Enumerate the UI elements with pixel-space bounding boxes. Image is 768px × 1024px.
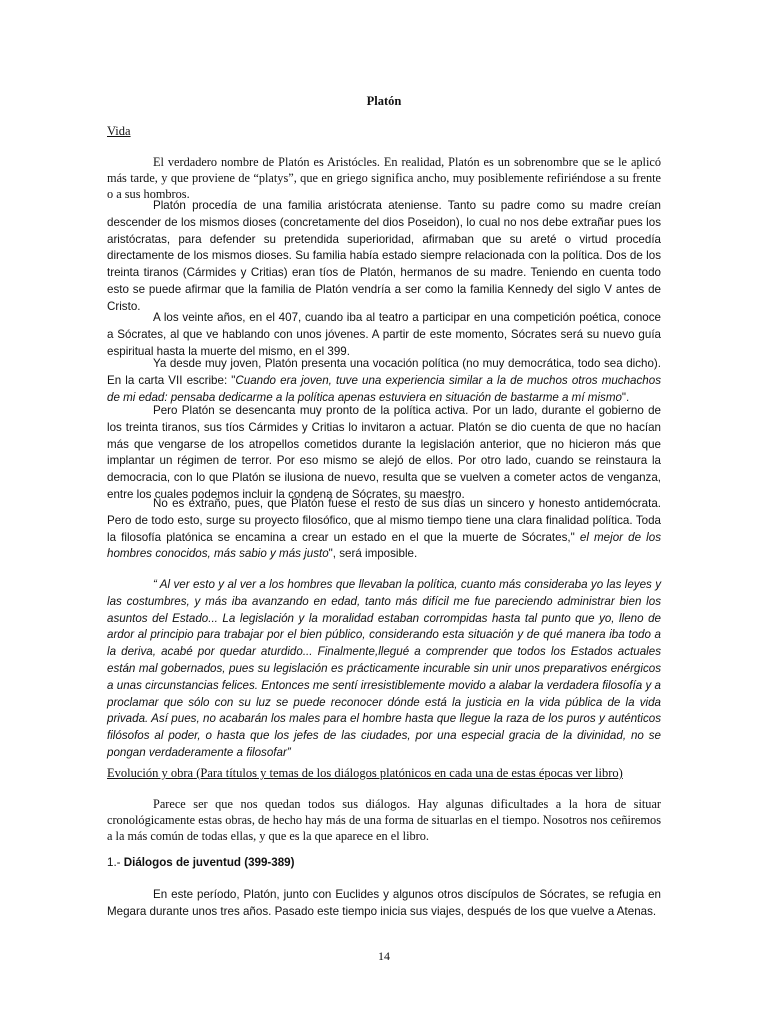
paragraph: En este período, Platón, junto con Euclides y algunos otros discípulos de Sócrates, se refugia en Megara durante unos tres años. Pasado este tiempo inicia sus viajes, después de los que vuelve a Atenas. — [107, 888, 661, 918]
paragraph-text: Ya desde muy joven, Platón presenta una vocación política (no muy democrática, todo sea dicho). En la carta VII escribe: " — [107, 357, 661, 387]
paragraph: Pero Platón se desencanta muy pronto de la política activa. Por un lado, durante el gobierno de los treinta tiranos, sus tíos Cármides y Critias lo invitaron a actuar. Platón se dio cuenta de que no hacían más que vengarse de los atropellos cometidos durante la legislación anterior, que no hicieron más que implantar un régimen de terror. Por eso mismo se alejó de ellos. Por otro lado, cuando se reinstaura la democracia, con lo que Platón se ilusiona de nuevo, resulta que se vuelven a cometer actos de venganza, entre los cuales podemos incluir la condena de Sócrates, su maestro. — [107, 404, 661, 501]
paragraph-text: ", será imposible. — [328, 547, 418, 561]
quote-text: Cuando era joven, tuve una experiencia similar a la de muchos otros muchachos de mi edad: pensaba dedicarme a la política apenas estuviera en situación de bastarme a mí mismo — [107, 373, 661, 404]
page-number: 14 — [378, 949, 390, 963]
subsection-title: Diálogos de juventud (399-389) — [123, 856, 295, 869]
section-heading-text: Evolución y obra — [107, 766, 194, 780]
subsection-heading — [107, 856, 295, 869]
paragraph-text: ". — [621, 390, 630, 404]
paragraph-text: No es extraño, pues, que Platón fuese el resto de sus días un sincero y honesto antidemócrata. Pero de todo esto, surge su proyecto filosófico, que al mismo tiempo tiene una clara finalidad política. Toda la filosofía platónica se encamina a crear un estado en el que la muerte de Sócrates," — [107, 497, 661, 544]
paragraph: A los veinte años, en el 407, cuando iba al teatro a participar en una competición poética, conoce a Sócrates, al que ve hablando con unos jóvenes. A partir de este momento, Sócrates será su nuevo guía espiritual hasta la muerte del mismo, en el 399. — [107, 311, 661, 358]
section-heading-vida: Vida — [107, 124, 131, 138]
paragraph — [107, 496, 661, 563]
subsection-number: 1.- — [107, 856, 121, 869]
paragraph: El verdadero nombre de Platón es Aristócles. En realidad, Platón es un sobrenombre que se le aplicó más tarde, y que proviene de “platys”, que en griego significa ancho, muy posiblemente refiriéndose a su frente o a sus hombros. — [107, 155, 661, 201]
paragraph: Platón procedía de una familia aristócrata ateniense. Tanto su padre como su madre creían descender de los mismos dioses (concretamente del dios Poseidon), lo cual no nos debe extrañar pues los aristócratas, para defender su pretendida superioridad, afirmaban que su areté o virtud procedía directamente de los mismos dioses. Su familia había estado siempre relacionada con la política. Dos de los treinta tiranos (Cármides y Critias) eran tíos de Platón, hermanos de su madre. Teniendo en cuenta todo esto se puede afirmar que la familia de Platón vendría a ser como la familia Kennedy del siglo V antes de Cristo. — [107, 199, 661, 313]
section-heading-evolucion — [107, 766, 623, 781]
page-title: Platón — [366, 94, 402, 108]
paragraph — [107, 356, 661, 406]
quote-text: el mejor de los hombres conocidos, más sabio y más justo — [107, 530, 661, 561]
paragraph: Parece ser que nos quedan todos sus diálogos. Hay algunas dificultades a la hora de situar cronológicamente estas obras, de hecho hay más de una forma de situarlas en el tiempo. Nosotros nos ceñiremos a la más común de todas ellas, y que es la que aparece en el libro. — [107, 797, 661, 843]
block-quote: “ Al ver esto y al ver a los hombres que llevaban la política, cuanto más consideraba yo las leyes y las costumbres, y más iba avanzando en edad, tanto más difícil me fue pareciendo administrar bien los asuntos del Estado... La legislación y la moralidad estaban corrompidas hasta tal punto que yo, lleno de ardor al principio para trabajar por el bien público, considerando esta situación y de qué manera iba todo a la deriva, acabé por quedar aturdido... Finalmente,llegué a comprender que todos los Estados actuales están mal gobernados, pues su legislación es prácticamente incurable sin unir unos preparativos enérgicos a unas circunstancias felices. Entonces me sentí irresistiblemente movido a alabar la verdadera filosofía y a proclamar que sólo con su luz se puede reconocer dónde está la justicia en la vida pública de la vida privada. Así pues, no acabarán los males para el hombre hasta que llegue la raza de los puros y auténticos filósofos al poder, o hasta que los jefes de las ciudades, por una especial gracia de la divinidad, no se pongan verdaderamente a filosofar” — [107, 578, 661, 759]
section-heading-note: (Para títulos y temas de los diálogos platónicos en cada una de estas épocas ver libro) — [196, 766, 623, 780]
